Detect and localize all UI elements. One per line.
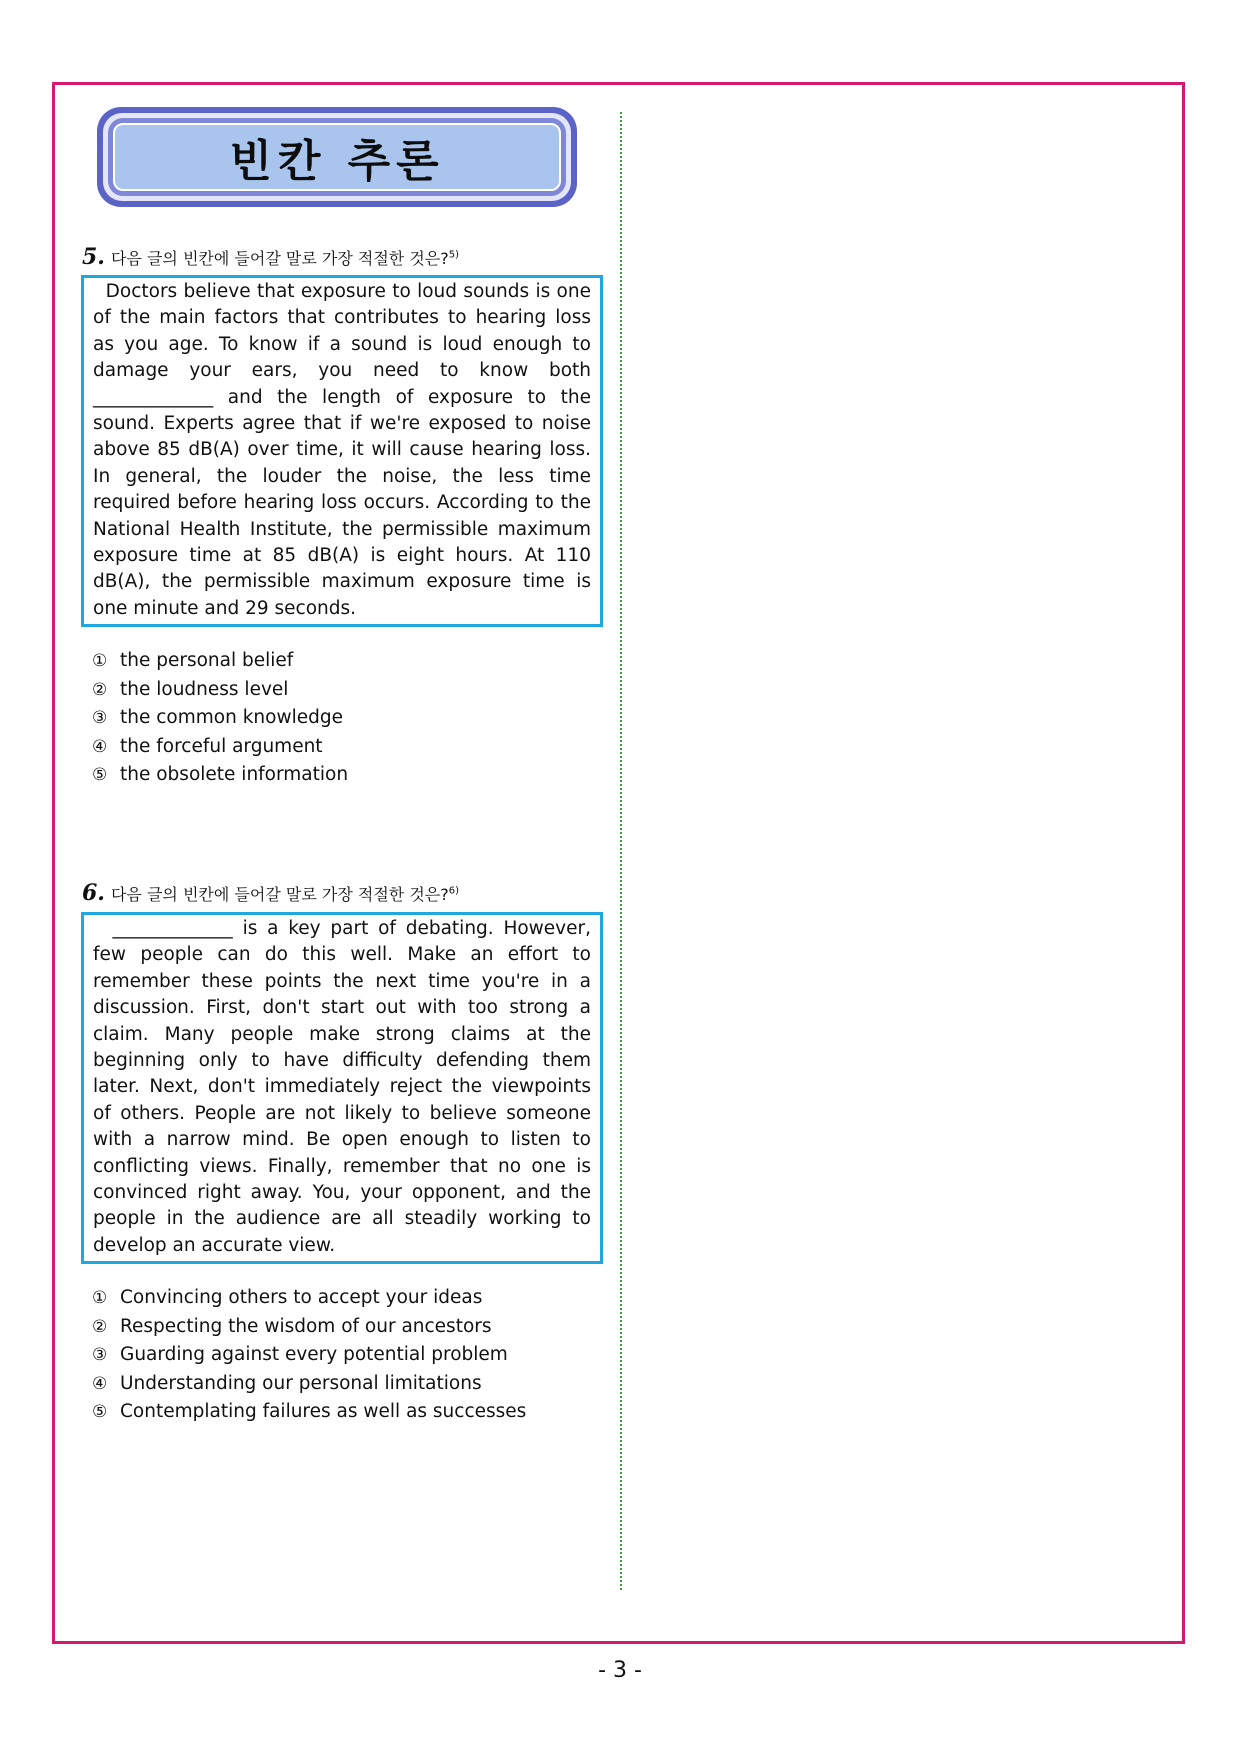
question-5-passage: Doctors believe that exposure to loud sounds is one of the main factors that contributes to hearing loss as you age. To know if a sound is loud enough to damage your ears, you need to know both _____________ and the length of exposure to the sound. Experts agree that if we're exposed to noise above 85 dB(A) over time, it will cause hearing loss. In general, the louder the noise, the less time required before hearing loss occurs. According to the National Health Institute, the permissible maximum exposure time at 85 dB(A) is eight hours. At 110 dB(A), the permissible maximum exposure time is one minute and 29 seconds. [81,275,603,627]
option[interactable]: ② the loudness level [92,678,289,700]
option[interactable]: ① Convincing others to accept your ideas [92,1287,483,1308]
question-number: 6. [82,880,105,906]
option[interactable]: ③ Guarding against every potential problem [92,1344,508,1365]
option[interactable]: ② Respecting the wisdom of our ancestors [92,1315,492,1337]
footnote-marker: 5) [448,249,459,261]
question-6-options [92,1284,526,1427]
question-number: 5. [82,244,105,270]
question-prompt: 다음 글의 빈칸에 들어갈 말로 가장 적절한 것은? [110,249,449,268]
question-6-header [82,880,459,906]
column-divider [620,112,622,1590]
question-prompt: 다음 글의 빈칸에 들어갈 말로 가장 적절한 것은? [110,885,449,904]
option[interactable]: ① the personal belief [92,650,294,671]
option[interactable]: ⑤ the obsolete information [92,764,349,785]
section-title-banner [97,107,577,207]
option[interactable]: ④ Understanding our personal limitations [92,1372,482,1394]
page-number: - 3 - [598,1658,642,1683]
question-6-passage: _____________ is a key part of debating. However, few people can do this well. Make an effort to remember these points the next time you're in a discussion. First, don't start out with too strong a claim. Many people make strong claims at the beginning only to have difficulty defending them later. Next, don't immediately reject the viewpoints of others. People are not likely to believe someone with a narrow mind. Be open enough to listen to conflicting views. Finally, remember that no one is convinced right away. You, your opponent, and the people in the audience are all steadily working to develop an accurate view. [81,912,603,1264]
option[interactable]: ⑤ Contemplating failures as well as successes [92,1401,527,1422]
question-5-header [82,244,459,270]
option[interactable]: ④ the forceful argument [92,735,323,757]
footnote-marker: 6) [448,885,459,897]
option[interactable]: ③ the common knowledge [92,707,343,728]
section-title: 빈칸 추론 [113,123,561,191]
question-5-options [92,647,348,790]
